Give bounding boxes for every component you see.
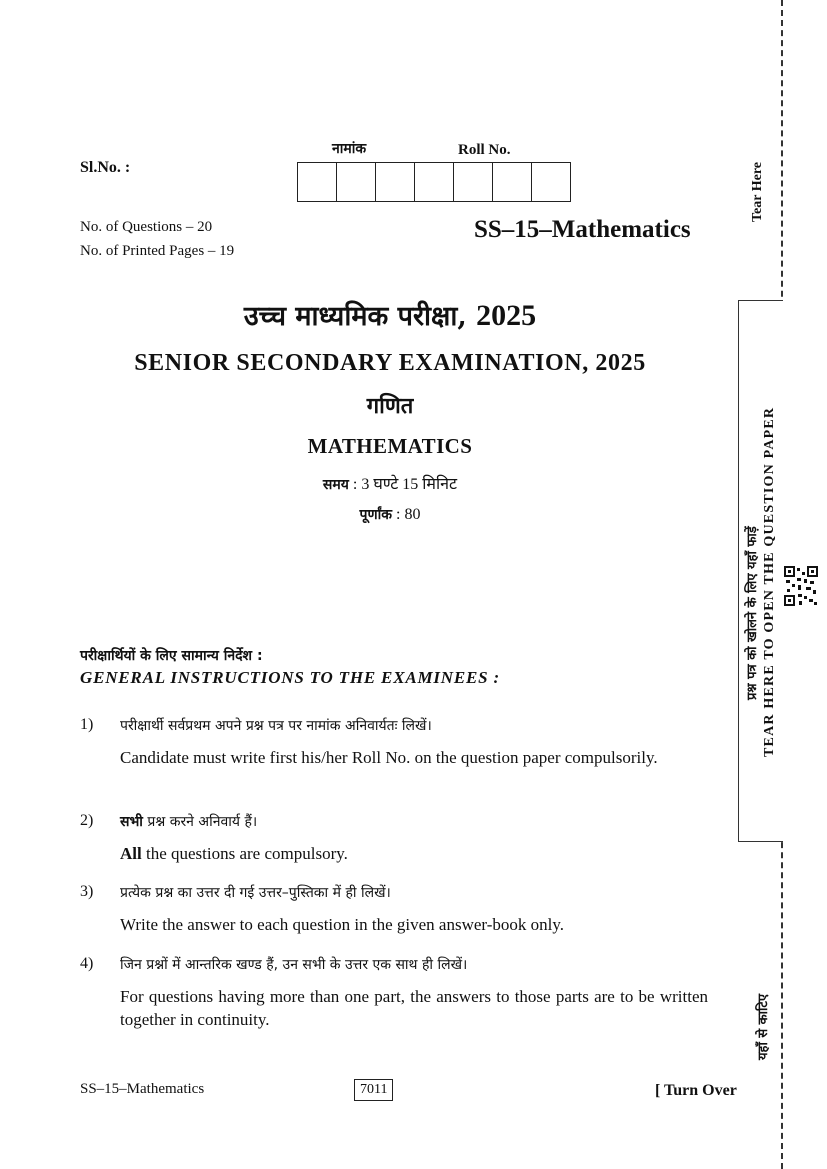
subject-english: MATHEMATICS — [307, 434, 473, 458]
instruction-hindi: जिन प्रश्नों में आन्तरिक खण्ड हैं, उन सभी के उत्तर एक साथ ही लिखें। — [120, 957, 468, 973]
instruction-english-rest: the questions are compulsory. — [141, 844, 348, 863]
instruction-item — [80, 716, 708, 769]
roll-box[interactable] — [337, 162, 376, 202]
instruction-number: 2) — [80, 812, 94, 829]
exam-year: 2025 — [476, 299, 537, 332]
instruction-english — [120, 842, 708, 865]
roll-box[interactable] — [376, 162, 415, 202]
instruction-english: For questions having more than one part, the answers to those parts are to be written together in continuity. — [120, 987, 708, 1029]
exam-title-hindi — [60, 296, 720, 333]
cut-here-hindi: यहाँ से काटिए — [756, 993, 771, 1060]
number-of-pages: No. of Printed Pages – 19 — [80, 243, 235, 259]
instruction-english: Write the answer to each question in the given answer-book only. — [120, 915, 564, 934]
instruction-hindi — [120, 812, 708, 832]
roll-box[interactable] — [415, 162, 454, 202]
marks-label: पूर्णांक — [359, 507, 392, 523]
roll-label-english: Roll No. — [458, 142, 511, 158]
exam-duration — [60, 472, 720, 494]
instruction-item — [80, 812, 708, 865]
instruction-english-bold: All — [120, 844, 142, 863]
instruction-number: 4) — [80, 955, 94, 972]
instruction-item — [80, 883, 708, 936]
paper-code: SS–15–Mathematics — [474, 216, 691, 243]
instruction-number: 1) — [80, 716, 94, 733]
roll-label-hindi: नामांक — [332, 141, 367, 157]
time-value: : 3 घण्टे 15 मिनिट — [352, 476, 458, 493]
max-marks — [60, 505, 720, 524]
instructions-heading-english: GENERAL INSTRUCTIONS TO THE EXAMINEES : — [80, 668, 500, 687]
serial-number-label: Sl.No. : — [80, 159, 131, 176]
roll-number-boxes — [297, 162, 571, 202]
instructions-heading-hindi: परीक्षार्थियों के लिए सामान्य निर्देश : — [80, 648, 263, 664]
marks-value: : 80 — [396, 506, 421, 523]
roll-box[interactable] — [493, 162, 532, 202]
tear-here-label: Tear Here — [750, 161, 765, 222]
exam-title-hindi-text: उच्च माध्यमिक परीक्षा, — [243, 301, 467, 332]
instruction-item — [80, 955, 708, 1031]
roll-box[interactable] — [532, 162, 571, 202]
footer-paper-code: SS–15–Mathematics — [80, 1081, 205, 1097]
subject-hindi: गणित — [366, 394, 414, 419]
instruction-hindi-rest: प्रश्न करने अनिवार्य हैं। — [142, 814, 258, 830]
turn-over-label: [ Turn Over — [655, 1082, 737, 1099]
roll-box[interactable] — [298, 162, 337, 202]
tear-instruction-hindi: प्रश्न पत्र को खोलने के लिए यहाँ फाड़ें — [745, 526, 760, 700]
instruction-english: Candidate must write first his/her Roll No. on the question paper compulsorily. — [120, 748, 658, 767]
instruction-number: 3) — [80, 883, 94, 900]
instruction-hindi: प्रत्येक प्रश्न का उत्तर दी गई उत्तर–पुस्तिका में ही लिखें। — [120, 885, 391, 901]
qr-code-icon — [784, 566, 818, 606]
exam-title-english: SENIOR SECONDARY EXAMINATION, 2025 — [134, 350, 646, 376]
footer-page-number: 7011 — [354, 1079, 393, 1101]
time-label: समय — [322, 477, 349, 493]
tear-instruction-english: TEAR HERE TO OPEN THE QUESTION PAPER — [762, 406, 777, 757]
number-of-questions: No. of Questions – 20 — [80, 219, 213, 235]
instruction-hindi-bold: सभी — [120, 814, 143, 830]
roll-box[interactable] — [454, 162, 493, 202]
instruction-hindi: परीक्षार्थी सर्वप्रथम अपने प्रश्न पत्र पर नामांक अनिवार्यतः लिखें। — [120, 718, 432, 734]
